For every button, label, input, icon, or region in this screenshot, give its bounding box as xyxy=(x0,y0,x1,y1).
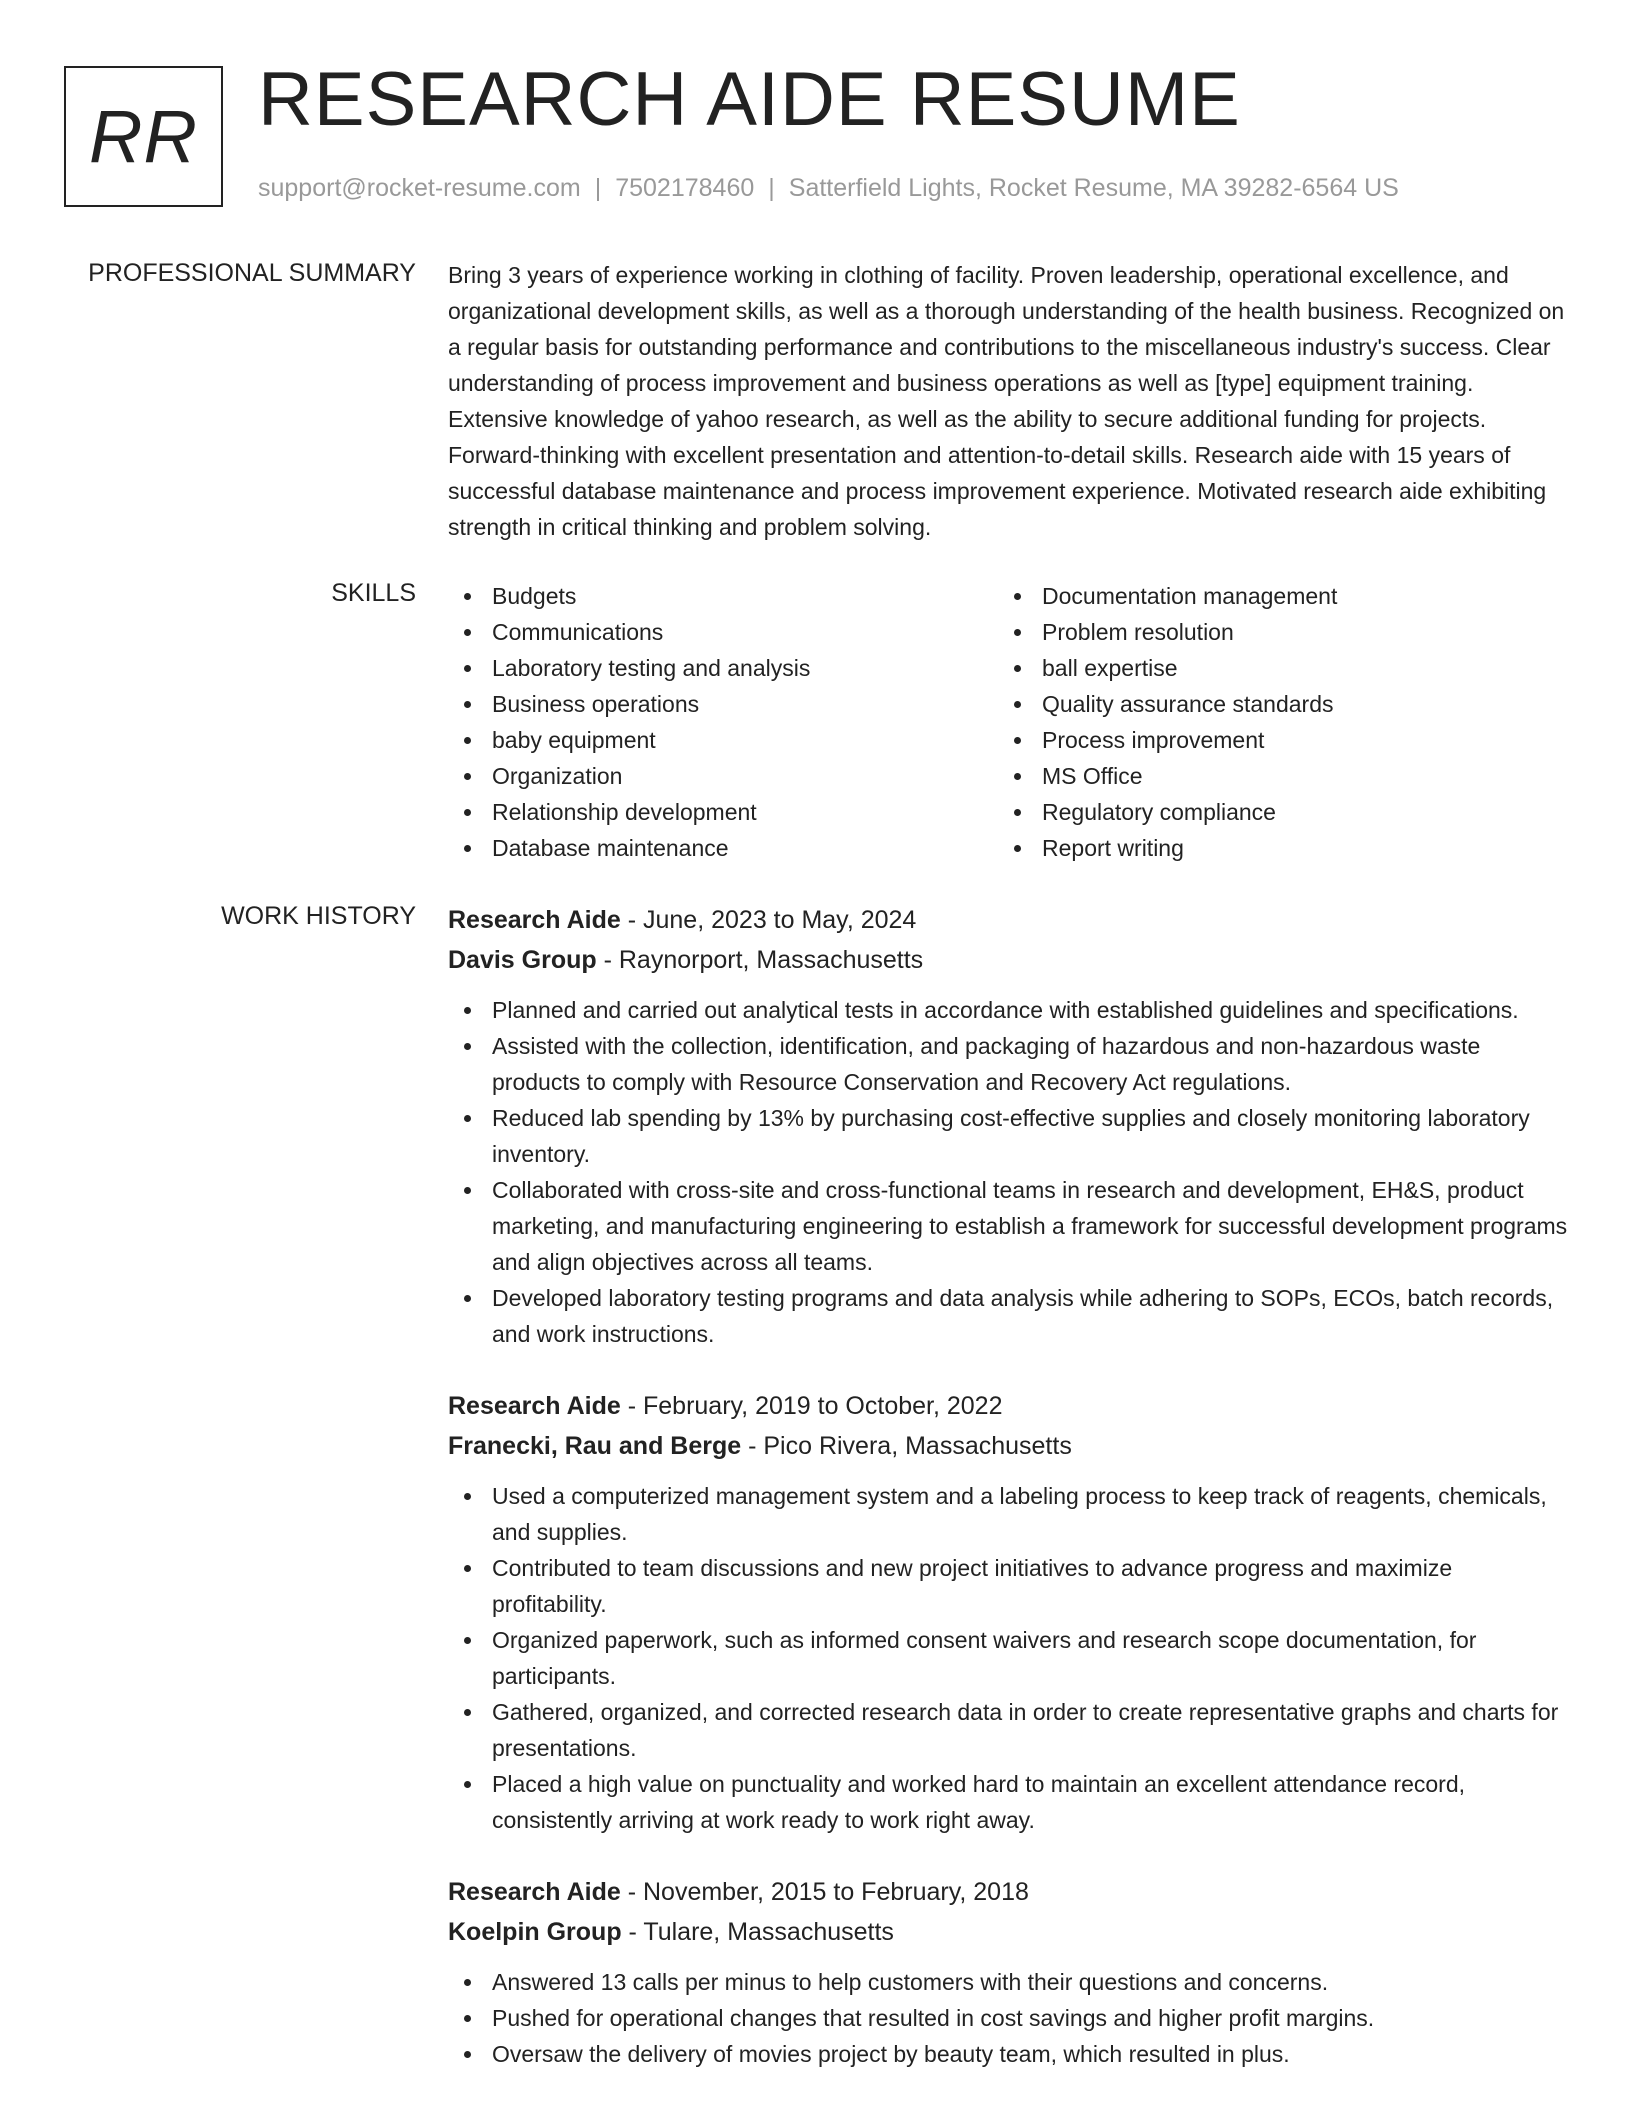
skill-item: Communications xyxy=(448,614,998,650)
skills-section xyxy=(448,578,1568,866)
skills-list-right xyxy=(998,578,1548,866)
job-location: - Tulare, Massachusetts xyxy=(621,1918,894,1946)
job-bullet: Collaborated with cross-site and cross-functional teams in research and development, EH&S, product marketing, and manufacturing engineering to establish a framework for successful development programs and align objectives across all teams. xyxy=(448,1172,1568,1280)
summary-heading: PROFESSIONAL SUMMARY xyxy=(88,259,416,287)
job-company-line xyxy=(448,1426,1568,1466)
job-bullet: Used a computerized management system and a labeling process to keep track of reagents, chemicals, and supplies. xyxy=(448,1478,1568,1550)
contact-separator: | xyxy=(768,174,775,202)
job-title-line xyxy=(448,900,1568,940)
contact-phone: 7502178460 xyxy=(615,174,755,202)
skill-item: Report writing xyxy=(998,830,1548,866)
skill-item: Laboratory testing and analysis xyxy=(448,650,998,686)
summary-section xyxy=(448,257,1568,545)
skill-item: Process improvement xyxy=(998,722,1548,758)
job-company-line xyxy=(448,940,1568,980)
job-dates: - November, 2015 to February, 2018 xyxy=(620,1878,1029,1906)
job-title-line xyxy=(448,1872,1568,1912)
skills-heading: SKILLS xyxy=(331,579,416,607)
job-bullet: Assisted with the collection, identification, and packaging of hazardous and non-hazardous waste products to comply with Resource Conservation and Recovery Act regulations. xyxy=(448,1028,1568,1100)
work-history-section xyxy=(448,900,1568,2106)
job-company: Franecki, Rau and Berge xyxy=(448,1432,742,1460)
job-bullet: Gathered, organized, and corrected research data in order to create representative graphs and charts for presentations. xyxy=(448,1694,1568,1766)
work-history-heading: WORK HISTORY xyxy=(221,902,416,930)
job-dates: - February, 2019 to October, 2022 xyxy=(620,1392,1003,1420)
skills-list-left xyxy=(448,578,998,866)
skill-item: Budgets xyxy=(448,578,998,614)
resume-title: RESEARCH AIDE RESUME xyxy=(258,57,1241,142)
skill-item: Problem resolution xyxy=(998,614,1548,650)
job-bullets xyxy=(448,1478,1568,1838)
skill-item: Documentation management xyxy=(998,578,1548,614)
job-dates: - June, 2023 to May, 2024 xyxy=(620,906,917,934)
job-bullet: Placed a high value on punctuality and worked hard to maintain an excellent attendance record, consistently arriving at work ready to work right away. xyxy=(448,1766,1568,1838)
job-bullet: Contributed to team discussions and new project initiatives to advance progress and maximize profitability. xyxy=(448,1550,1568,1622)
job-bullet: Developed laboratory testing programs and data analysis while adhering to SOPs, ECOs, batch records, and work instructions. xyxy=(448,1280,1568,1352)
job-entry xyxy=(448,1872,1568,2072)
job-company: Davis Group xyxy=(448,946,597,974)
job-bullets xyxy=(448,1964,1568,2072)
job-bullet: Planned and carried out analytical tests in accordance with established guidelines and specifications. xyxy=(448,992,1568,1028)
contact-separator: | xyxy=(594,174,602,202)
job-title-line xyxy=(448,1386,1568,1426)
job-company-line xyxy=(448,1912,1568,1952)
job-bullet: Answered 13 calls per minus to help customers with their questions and concerns. xyxy=(448,1964,1568,2000)
skill-item: baby equipment xyxy=(448,722,998,758)
job-title: Research Aide xyxy=(448,1392,621,1420)
job-entry xyxy=(448,1386,1568,1838)
job-entry xyxy=(448,900,1568,1352)
job-location: - Raynorport, Massachusetts xyxy=(596,946,924,974)
job-location: - Pico Rivera, Massachusetts xyxy=(741,1432,1072,1460)
summary-text: Bring 3 years of experience working in clothing of facility. Proven leadership, operational excellence, and organizational development skills, as well as a thorough understanding of the health business. Recognized on a regular basis for outstanding performance and contributions to the miscellaneous industry's success. Clear understanding of process improvement and business operations as well as [type] equipment training. Extensive knowledge of yahoo research, as well as the ability to secure additional funding for projects. Forward-thinking with excellent presentation and attention-to-detail skills. Research aide with 15 years of successful database maintenance and process improvement experience. Motivated research aide exhibiting strength in critical thinking and problem solving. xyxy=(448,262,1565,540)
job-bullets xyxy=(448,992,1568,1352)
job-title: Research Aide xyxy=(448,1878,621,1906)
contact-line xyxy=(258,174,1399,203)
skill-item: MS Office xyxy=(998,758,1548,794)
job-bullet: Oversaw the delivery of movies project by beauty team, which resulted in plus. xyxy=(448,2036,1568,2072)
skill-item: Regulatory compliance xyxy=(998,794,1548,830)
contact-email: support@rocket-resume.com xyxy=(258,174,581,202)
job-bullet: Pushed for operational changes that resulted in cost savings and higher profit margins. xyxy=(448,2000,1568,2036)
job-title: Research Aide xyxy=(448,906,621,934)
job-bullet: Organized paperwork, such as informed consent waivers and research scope documentation, for participants. xyxy=(448,1622,1568,1694)
skill-item: Relationship development xyxy=(448,794,998,830)
skill-item: Quality assurance standards xyxy=(998,686,1548,722)
monogram-logo: RR xyxy=(64,66,223,207)
job-bullet: Reduced lab spending by 13% by purchasing cost-effective supplies and closely monitoring laboratory inventory. xyxy=(448,1100,1568,1172)
job-company: Koelpin Group xyxy=(448,1918,622,1946)
skill-item: ball expertise xyxy=(998,650,1548,686)
skill-item: Business operations xyxy=(448,686,998,722)
skill-item: Database maintenance xyxy=(448,830,998,866)
skill-item: Organization xyxy=(448,758,998,794)
contact-address: Satterfield Lights, Rocket Resume, MA 39282-6564 US xyxy=(788,174,1399,202)
